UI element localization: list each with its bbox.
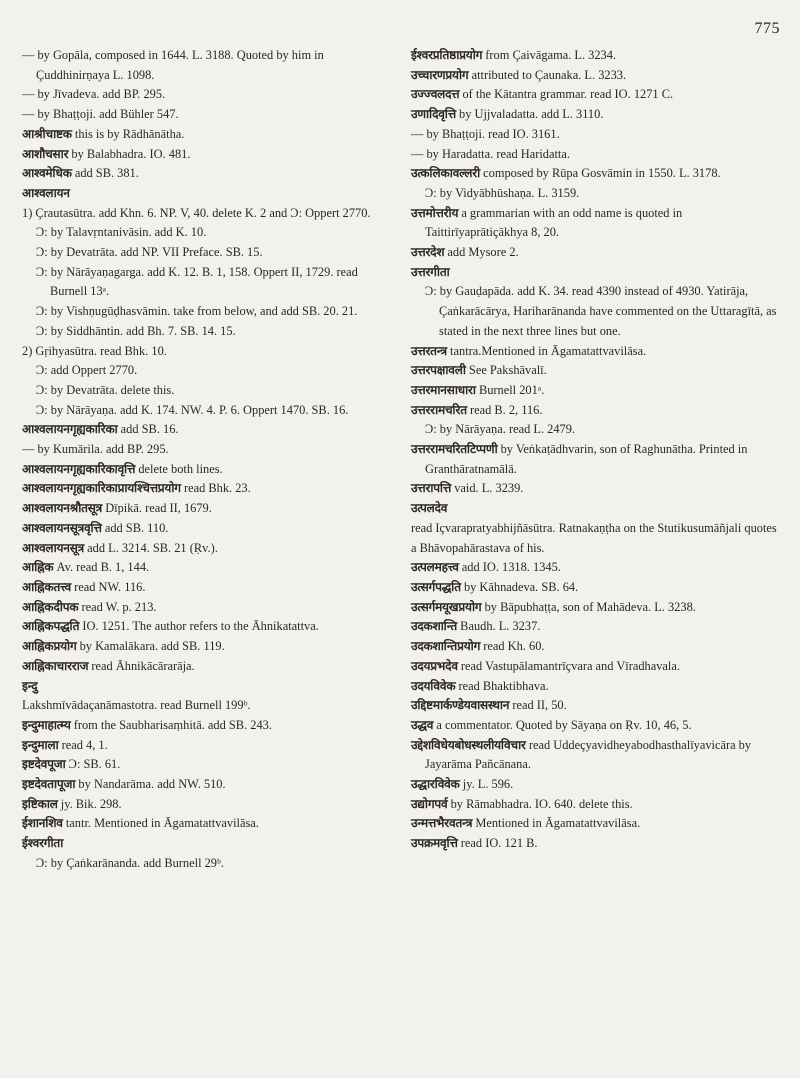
entry-text: add SB. 16. (117, 422, 179, 437)
entry-headword: आह्निकपद्धति (22, 619, 80, 634)
entry-text: read Içvarapratyabhijñāsūtra. Ratnakaṇṭha on the Stutikusumāñjali quotes a Bhāvopahārastava of his. (411, 520, 777, 555)
index-entry (411, 282, 780, 341)
index-entry (411, 479, 780, 499)
entry-text: read IO. 121 B. (457, 836, 538, 851)
entry-headword: उत्तररामचरितटिप्पणी (411, 442, 498, 457)
entry-headword: उत्तरगीता (411, 264, 450, 279)
index-entry (411, 381, 780, 401)
entry-headword: आश्वमेधिक (22, 166, 72, 181)
entry-text: IO. 1251. The author refers to the Āhnikatattva. (79, 619, 319, 634)
index-entry (22, 125, 391, 145)
entry-text: from the Saubharisaṃhitā. add SB. 243. (70, 717, 272, 732)
index-entry (411, 145, 780, 165)
index-entry (411, 85, 780, 105)
entry-text: composed by Rūpa Gosvāmin in 1550. L. 3178. (480, 166, 721, 181)
index-entry (22, 814, 391, 834)
entry-text: read Bhk. 23. (180, 481, 251, 496)
entry-text: Baudh. L. 3237. (457, 619, 541, 634)
index-entry (22, 795, 391, 815)
index-entry (411, 716, 780, 736)
entry-text: — by Gopāla, composed in 1644. L. 3188. Quoted by him in Çuddhinirṇaya L. 1098. (22, 48, 324, 82)
entry-headword: उत्तरपक्षावली (411, 363, 466, 378)
index-entry (22, 440, 391, 460)
page-number: 775 (754, 20, 780, 37)
index-entry (411, 657, 780, 677)
entry-headword: उत्सर्गमयूखप्रयोग (411, 599, 482, 614)
entry-headword: ईश्वरगीता (22, 836, 64, 851)
entry-text: read Vastupālamantrīçvara and Vīradhavala. (457, 658, 680, 673)
entry-headword: इष्टिकाल (22, 796, 58, 811)
entry-text: — by Bhaṭṭoji. read IO. 3161. (411, 126, 560, 141)
index-entry (22, 342, 391, 362)
entry-text: Ͻ: by Devatrāta. delete this. (36, 382, 175, 397)
index-entry (411, 66, 780, 86)
entry-headword: उत्तररामचरित (411, 402, 467, 417)
index-entry (22, 499, 391, 519)
entry-text: add SB. 381. (71, 166, 139, 181)
entry-headword: आह्निक (22, 560, 54, 575)
entry-text: read II, 50. (509, 698, 567, 713)
entry-text: by Kāhnadeva. SB. 64. (460, 579, 579, 594)
index-entry (411, 677, 780, 697)
entry-headword: आश्वलायनगृह्यकारिकाप्रायश्चित्तप्रयोग (22, 481, 181, 496)
entry-text: read Bhaktibhava. (455, 678, 549, 693)
entry-text: Lakshmīvādaçanāmastotra. read Burnell 199ᵇ. (22, 698, 251, 713)
index-entry (411, 637, 780, 657)
entry-text: See Pakshāvalī. (465, 363, 547, 378)
index-entry (411, 519, 780, 558)
entry-headword: उत्तरतन्त्र (411, 343, 447, 358)
index-entry (411, 598, 780, 618)
entry-text: by Balabhadra. IO. 481. (68, 146, 191, 161)
index-entry (411, 696, 780, 716)
index-entry (22, 775, 391, 795)
entry-text: a commentator. Quoted by Sāyaṇa on Ṛv. 10, 46, 5. (433, 717, 692, 732)
entry-headword: उदकशान्ति (411, 619, 458, 634)
entry-text: 1) Çrautasūtra. add Khn. 6. NP. V, 40. delete K. 2 and Ͻ: Oppert 2770. (22, 205, 371, 220)
entry-text: Burnell 201ᵃ. (475, 382, 545, 397)
entry-headword: आह्निकाचारराज (22, 658, 89, 673)
index-entry (22, 302, 391, 322)
entry-headword: इष्टदेवतापूजा (22, 777, 76, 792)
left-column (22, 46, 391, 874)
index-entry (22, 184, 391, 204)
entry-headword: उत्तरमानसाधारा (411, 382, 476, 397)
index-entry (22, 657, 391, 677)
entry-text: Ͻ: SB. 61. (65, 757, 121, 772)
entry-headword: उदयप्रभदेव (411, 658, 458, 673)
entry-headword: इष्टदेवपूजा (22, 757, 66, 772)
entry-text: vaid. L. 3239. (451, 481, 524, 496)
entry-text: — by Haradatta. read Haridatta. (411, 146, 570, 161)
index-entry (22, 637, 391, 657)
entry-headword: आह्निकप्रयोग (22, 639, 77, 654)
entry-headword: उज्ज्वलदत्त (411, 87, 460, 102)
index-entry (22, 401, 391, 421)
entry-headword: उदयविवेक (411, 678, 456, 693)
entry-text: Ͻ: by Nārāyaṇagarga. add K. 12. B. 1, 158. Oppert II, 1729. read Burnell 13ᵃ. (36, 264, 358, 299)
entry-headword: उत्पलदेव (411, 501, 448, 516)
index-entry (22, 677, 391, 697)
index-entry (22, 145, 391, 165)
entry-headword: आह्निकदीपक (22, 599, 79, 614)
index-entry (411, 834, 780, 854)
index-entry (411, 105, 780, 125)
index-entry (22, 204, 391, 224)
entry-text: Ͻ: by Nārāyaṇa. add K. 174. NW. 4. P. 6. Oppert 1470. SB. 16. (36, 402, 349, 417)
two-column-body (22, 46, 780, 874)
entry-headword: उदकशान्तिप्रयोग (411, 639, 481, 654)
index-entry (22, 696, 391, 716)
entry-text: Ͻ: by Çaṅkarānanda. add Burnell 29ᵇ. (36, 855, 224, 870)
entry-text: Ͻ: by Vishṇugūḍhasvāmin. take from below, and add SB. 20. 21. (36, 304, 358, 319)
entry-text: by Veṅkaṭādhvarin, son of Raghunātha. Printed in Granthāratnamālā. (425, 442, 748, 476)
entry-text: Ͻ: by Gauḍapāda. add K. 34. read 4390 instead of 4930. Yatirāja, Çaṅkarācārya, Hariharānanda have commented on the Uttaragītā, as stated in the next three lines but one. (425, 284, 777, 338)
entry-text: by Rāmabhadra. IO. 640. delete this. (447, 796, 633, 811)
entry-text: read B. 2, 116. (466, 402, 543, 417)
entry-text: add Mysore 2. (444, 245, 519, 260)
index-entry (22, 243, 391, 263)
entry-text: read Kh. 60. (480, 639, 545, 654)
entry-text: jy. L. 596. (459, 777, 514, 792)
index-entry (411, 440, 780, 479)
entry-text: tantra.Mentioned in Āgamatattvavilāsa. (446, 343, 647, 358)
entry-headword: आश्वलायनश्रौतसूत्र (22, 501, 103, 516)
entry-headword: आह्निकतत्त्व (22, 579, 71, 594)
entry-text: add L. 3214. SB. 21 (Ṛv.). (84, 540, 218, 555)
index-entry (22, 716, 391, 736)
right-column (411, 46, 780, 874)
entry-headword: उत्तमोत्तरीय (411, 205, 459, 220)
entry-headword: उत्सर्गपद्धति (411, 579, 461, 594)
index-entry (22, 519, 391, 539)
index-entry (411, 578, 780, 598)
index-entry (22, 46, 391, 85)
entry-headword: उत्कलिकावल्लरी (411, 166, 481, 181)
entry-text: — by Jīvadeva. add BP. 295. (22, 87, 166, 102)
entry-headword: उत्तरापत्ति (411, 481, 452, 496)
entry-headword: उणादिवृत्ति (411, 107, 456, 122)
entry-text: add IO. 1318. 1345. (458, 560, 561, 575)
entry-text: read 4, 1. (58, 737, 108, 752)
index-entry (22, 598, 391, 618)
index-entry (22, 381, 391, 401)
entry-headword: आश्रीचाष्टक (22, 126, 72, 141)
entry-text: jy. Bik. 298. (57, 796, 122, 811)
index-entry (411, 125, 780, 145)
entry-headword: उद्देशविधेयबोधस्थलीयविचार (411, 737, 526, 752)
index-entry (22, 460, 391, 480)
entry-headword: ईशानशिव (22, 816, 63, 831)
entry-headword: आश्वलायनसूत्रवृत्ति (22, 520, 102, 535)
entry-text: — by Bhaṭṭoji. add Bühler 547. (22, 107, 179, 122)
entry-text: by Nandarāma. add NW. 510. (75, 777, 226, 792)
entry-text: read W. p. 213. (78, 599, 157, 614)
entry-text: attributed to Çaunaka. L. 3233. (468, 67, 627, 82)
entry-text: Ͻ: by Vidyābhūshaṇa. L. 3159. (425, 185, 580, 200)
entry-text: Ͻ: add Oppert 2770. (36, 363, 138, 378)
entry-headword: उद्धव (411, 717, 434, 732)
entry-text: Ͻ: by Siddhāntin. add Bh. 7. SB. 14. 15. (36, 323, 236, 338)
index-entry (22, 755, 391, 775)
entry-headword: आश्वलायन (22, 185, 70, 200)
entry-headword: ईश्वरप्रतिष्ठाप्रयोग (411, 48, 483, 62)
entry-headword: इन्दु (22, 678, 38, 693)
index-entry (22, 223, 391, 243)
index-entry (411, 736, 780, 775)
entry-text: Ͻ: by Nārāyaṇa. read L. 2479. (425, 422, 576, 437)
entry-headword: उन्मत्तभैरवतन्त्र (411, 816, 473, 831)
entry-headword: इन्दुमाहात्म्य (22, 717, 71, 732)
entry-text: of the Kātantra grammar. read IO. 1271 C. (459, 87, 674, 102)
index-entry (22, 558, 391, 578)
index-entry (411, 401, 780, 421)
entry-headword: इन्दुमाला (22, 737, 59, 752)
index-entry (411, 814, 780, 834)
entry-headword: उद्योगपर्व (411, 796, 448, 811)
entry-text: from Çaivāgama. L. 3234. (482, 48, 617, 62)
entry-headword: उत्तरदेश (411, 245, 445, 260)
index-entry (411, 164, 780, 184)
index-entry (22, 361, 391, 381)
entry-headword: आश्वलायनगृह्यकारिका (22, 422, 118, 437)
index-entry (22, 85, 391, 105)
index-entry (22, 834, 391, 854)
entry-headword: आश्वलायनसूत्र (22, 540, 85, 555)
entry-text: this is by Rādhānātha. (71, 126, 185, 141)
entry-text: by Kamalākara. add SB. 119. (76, 639, 225, 654)
index-entry (411, 558, 780, 578)
index-entry (22, 105, 391, 125)
index-entry (22, 322, 391, 342)
entry-headword: उद्धारविवेक (411, 777, 460, 792)
index-entry (411, 361, 780, 381)
index-entry (411, 243, 780, 263)
entry-text: Ͻ: by Talavṛntanivāsin. add K. 10. (36, 225, 207, 240)
index-entry (22, 736, 391, 756)
entry-text: tantr. Mentioned in Āgamatattvavilāsa. (62, 816, 259, 831)
entry-text: Dīpikā. read II, 1679. (102, 501, 212, 516)
index-entry (411, 46, 780, 66)
entry-text: delete both lines. (135, 461, 223, 476)
index-entry (411, 184, 780, 204)
entry-text: by Ujjvaladatta. add L. 3110. (455, 107, 604, 122)
index-entry (22, 578, 391, 598)
entry-text: read Uddeçyavidheyabodhasthalīyavicāra by Jayarāma Pañcānana. (425, 737, 752, 772)
index-entry (411, 342, 780, 362)
entry-text: add SB. 110. (101, 520, 169, 535)
entry-headword: आश्वलायनगृह्यकारिकावृत्ति (22, 461, 136, 476)
entry-text: read Āhnikācārarāja. (88, 658, 195, 673)
index-entry (411, 617, 780, 637)
entry-headword: उत्पलमहत्त्व (411, 560, 459, 575)
entry-headword: उच्चारणप्रयोग (411, 67, 469, 82)
entry-text: 2) Gṛihyasūtra. read Bhk. 10. (22, 343, 167, 358)
entry-headword: उपक्रमवृत्ति (411, 836, 458, 851)
index-entry (22, 854, 391, 874)
index-entry (22, 539, 391, 559)
entry-text: a grammarian with an odd name is quoted in Taittirīyaprātiçākhya 8, 20. (425, 205, 683, 240)
index-entry (411, 499, 780, 519)
index-entry (22, 164, 391, 184)
index-entry (411, 204, 780, 243)
entry-text: Ͻ: by Devatrāta. add NP. VII Preface. SB. 15. (36, 245, 263, 260)
index-entry (411, 420, 780, 440)
index-entry (411, 775, 780, 795)
entry-text: Mentioned in Āgamatattvavilāsa. (472, 816, 641, 831)
entry-headword: उद्दिष्टमार्कण्डेयवासस्थान (411, 698, 510, 713)
index-entry (22, 420, 391, 440)
entry-text: Av. read B. 1, 144. (53, 560, 150, 575)
index-entry (22, 263, 391, 302)
index-entry (411, 795, 780, 815)
entry-headword: आशौचसार (22, 146, 69, 161)
entry-text: — by Kumārila. add BP. 295. (22, 442, 169, 457)
entry-text: by Bāpubhaṭṭa, son of Mahādeva. L. 3238. (481, 599, 696, 614)
index-entry (411, 263, 780, 283)
entry-text: read NW. 116. (71, 579, 146, 594)
index-entry (22, 479, 391, 499)
index-entry (22, 617, 391, 637)
